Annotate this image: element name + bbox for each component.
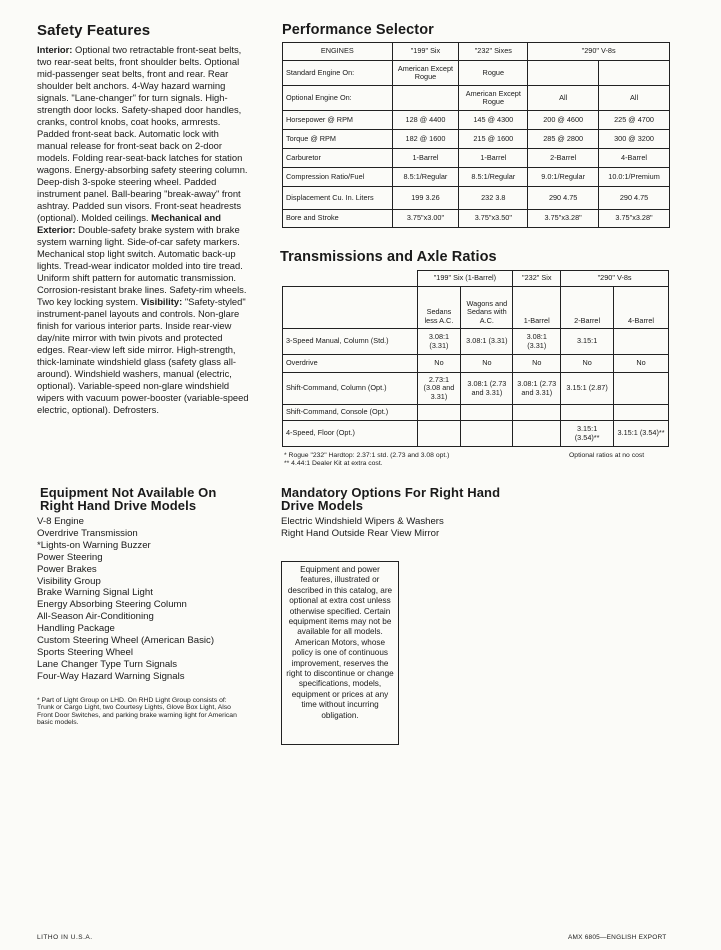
interior-label: Interior:	[37, 44, 73, 55]
trans-footnote-right: Optional ratios at no cost	[569, 452, 645, 459]
interior-text: Optional two retractable front-seat belts, two rear-seat belts, front shoulder belts. Optional mid-passenger seat belts, front and rear. Rear shoulder belt anchors. 4-Way hazard warning signals. "Lane-changer" for turn signals. High-strength door locks. Safety-shaped door handles, cranks, control knobs, coat hooks, armrests. Padded front-seat back. Automatic lock with manual release for front-seat back on 2-door models. Folding rear-seat-back latches for station wagons. Energy-absorbing safety steering column. Deep-dish 3-spoke steering wheel. Padded instrument panel. Ball-bearing "break-away" front ashtray. Padded sun visors. Front-seat headrests (optional). Molded ceilings.	[37, 44, 248, 223]
trans-cell: 3.08:1 (2.73 and 3.31)	[461, 373, 513, 405]
list-item: Energy Absorbing Steering Column	[37, 599, 187, 611]
perf-cell: Rogue	[459, 61, 528, 86]
perf-cell: 10.0:1/Premium	[599, 168, 670, 187]
equipment-section	[37, 487, 257, 727]
perf-row	[283, 111, 670, 130]
list-item: V-8 Engine	[37, 516, 84, 527]
trans-cell	[461, 405, 513, 421]
perf-header-232: "232" Sixes	[459, 43, 528, 61]
perf-row	[283, 86, 670, 111]
performance-table	[282, 42, 670, 228]
trans-group-232: "232" Six	[513, 271, 561, 287]
list-item: All-Season Air-Conditioning	[37, 611, 154, 623]
list-item: Custom Steering Wheel (American Basic)	[37, 635, 215, 647]
perf-cell: 3.75"x3.50"	[459, 210, 528, 228]
list-item: Handling Package	[37, 623, 115, 635]
trans-cell	[417, 405, 461, 421]
transmissions-title: Transmissions and Axle Ratios	[280, 249, 497, 265]
trans-cell: 3.08:1 (3.31)	[417, 329, 461, 355]
mandatory-list	[281, 516, 511, 540]
safety-section	[37, 22, 251, 416]
trans-cell: 3.08:1 (3.31)	[461, 329, 513, 355]
trans-row-label: Shift-Command, Column (Opt.)	[283, 373, 418, 405]
performance-header-row	[283, 43, 670, 61]
trans-sub-header: 2-Barrel	[561, 287, 614, 329]
perf-row-label: Bore and Stroke	[283, 210, 393, 228]
perf-cell: 8.5:1/Regular	[392, 168, 459, 187]
trans-footnote-1: * Rogue "232" Hardtop: 2.37:1 std. (2.73 and 3.08 opt.)	[284, 452, 450, 459]
perf-cell: All	[528, 86, 599, 111]
perf-row-label: Displacement Cu. In. Liters	[283, 187, 393, 210]
perf-row	[283, 149, 670, 168]
perf-row-label: Optional Engine On:	[283, 86, 393, 111]
trans-sub-header: Wagons and Sedans with A.C.	[461, 287, 513, 329]
list-item: Overdrive Transmission	[37, 527, 138, 539]
perf-row-label: Standard Engine On:	[283, 61, 393, 86]
perf-cell: American Except Rogue	[392, 61, 459, 86]
transmissions-table	[282, 270, 669, 447]
list-item: Power Brakes	[37, 563, 97, 575]
perf-cell: 3.75"x3.28"	[599, 210, 670, 228]
mech-label: Mechanical and Exterior:	[37, 212, 221, 235]
perf-row-label: Compression Ratio/Fuel	[283, 168, 393, 187]
trans-cell	[614, 405, 669, 421]
footer-left: LITHO IN U.S.A.	[37, 934, 93, 941]
perf-cell	[599, 61, 670, 86]
perf-row	[283, 61, 670, 86]
perf-row	[283, 210, 670, 228]
perf-header-290: "290" V-8s	[528, 43, 670, 61]
perf-cell: 215 @ 1600	[459, 130, 528, 149]
trans-cell	[614, 373, 669, 405]
trans-group-header-row	[283, 271, 669, 287]
trans-footnotes	[284, 452, 544, 467]
trans-row-label: 3-Speed Manual, Column (Std.)	[283, 329, 418, 355]
footer-right: AMX 6805—ENGLISH EXPORT	[568, 934, 667, 941]
trans-row-label: Shift-Command, Console (Opt.)	[283, 405, 418, 421]
perf-cell: 225 @ 4700	[599, 111, 670, 130]
trans-cell	[417, 421, 461, 447]
trans-row	[283, 355, 669, 373]
perf-row	[283, 187, 670, 210]
list-item: Visibility Group	[37, 575, 101, 587]
trans-row	[283, 421, 669, 447]
performance-title: Performance Selector	[282, 22, 434, 38]
perf-row	[283, 130, 670, 149]
trans-cell: 3.15:1 (3.54)**	[561, 421, 614, 447]
perf-header-199: "199" Six	[392, 43, 459, 61]
trans-sub-header: 4-Barrel	[614, 287, 669, 329]
perf-cell: 200 @ 4600	[528, 111, 599, 130]
visibility-label: Visibility:	[140, 296, 183, 307]
trans-cell	[513, 405, 561, 421]
list-item: Sports Steering Wheel	[37, 646, 133, 658]
safety-title: Safety Features	[37, 22, 151, 39]
perf-row	[283, 168, 670, 187]
mandatory-section	[281, 487, 511, 540]
perf-cell: 128 @ 4400	[392, 111, 459, 130]
trans-sub-header: Sedans less A.C.	[417, 287, 461, 329]
notice-text: Equipment and power features, illustrated or described in this catalog, are optional at extra cost unless otherwise specified. Certain equipment items may not be available for all models. American Motors, whose policy is one of continuous improvement, reserves the right to discontinue or change specifications, models, equipment or prices at any time without incurring obligation.	[286, 565, 394, 720]
trans-cell: No	[614, 355, 669, 373]
perf-cell: 300 @ 3200	[599, 130, 670, 149]
equipment-list	[37, 516, 257, 683]
trans-cell	[614, 329, 669, 355]
trans-cell	[513, 421, 561, 447]
perf-cell: 3.75"x3.28"	[528, 210, 599, 228]
perf-cell: 9.0:1/Regular	[528, 168, 599, 187]
trans-cell: 3.15:1 (3.54)**	[614, 421, 669, 447]
mech-text: Double-safety brake system with brake system warning light. Side-of-car safety markers. Mechanical stop light switch. Automatic back-up lights. Tread-wear indicator molded into tire tread. Uniform shift pattern for automatic transmission. Corrosion-resistant brake lines. Safety-rim wheels. Two key locking system.	[37, 224, 247, 307]
list-item: Lane Changer Type Turn Signals	[37, 658, 178, 670]
trans-cell	[561, 405, 614, 421]
trans-row	[283, 405, 669, 421]
trans-row-label: 4-Speed, Floor (Opt.)	[283, 421, 418, 447]
trans-cell: 3.08:1 (3.31)	[513, 329, 561, 355]
trans-cell: No	[417, 355, 461, 373]
list-item: Power Steering	[37, 551, 103, 563]
trans-row-label: Overdrive	[283, 355, 418, 373]
equipment-title: Equipment Not Available On Right Hand Drive Models	[40, 485, 217, 513]
trans-sub-header: 1-Barrel	[513, 287, 561, 329]
perf-cell: All	[599, 86, 670, 111]
perf-cell: 199 3.26	[392, 187, 459, 210]
trans-cell: No	[513, 355, 561, 373]
trans-sub-header-row	[283, 287, 669, 329]
perf-cell: 3.75"x3.00"	[392, 210, 459, 228]
trans-cell	[461, 421, 513, 447]
perf-cell: 182 @ 1600	[392, 130, 459, 149]
list-item: Four-Way Hazard Warning Signals	[37, 670, 185, 682]
trans-footnote-2: ** 4.44:1 Dealer Kit at extra cost.	[284, 459, 383, 467]
perf-cell: 285 @ 2800	[528, 130, 599, 149]
list-item: Right Hand Outside Rear View Mirror	[281, 527, 440, 539]
perf-cell: 2-Barrel	[528, 149, 599, 168]
perf-cell: 290 4.75	[599, 187, 670, 210]
trans-cell: No	[561, 355, 614, 373]
trans-cell: 3.15:1 (2.87)	[561, 373, 614, 405]
list-item: Electric Windshield Wipers & Washers	[281, 516, 444, 527]
trans-cell: 3.15:1	[561, 329, 614, 355]
perf-cell	[528, 61, 599, 86]
perf-cell: 4-Barrel	[599, 149, 670, 168]
trans-cell: 3.08:1 (2.73 and 3.31)	[513, 373, 561, 405]
perf-cell: American Except Rogue	[459, 86, 528, 111]
trans-cell: No	[461, 355, 513, 373]
perf-header-engines: ENGINES	[283, 43, 393, 61]
perf-cell: 1-Barrel	[392, 149, 459, 168]
list-item: *Lights-on Warning Buzzer	[37, 539, 151, 551]
perf-cell: 8.5:1/Regular	[459, 168, 528, 187]
trans-cell: 2.73:1 (3.08 and 3.31)	[417, 373, 461, 405]
trans-group-290: "290" V-8s	[561, 271, 669, 287]
mandatory-title: Mandatory Options For Right Hand Drive Models	[281, 485, 501, 513]
perf-row-label: Torque @ RPM	[283, 130, 393, 149]
perf-row-label: Horsepower @ RPM	[283, 111, 393, 130]
perf-cell: 145 @ 4300	[459, 111, 528, 130]
safety-text	[37, 44, 251, 416]
perf-cell: 1-Barrel	[459, 149, 528, 168]
trans-row	[283, 329, 669, 355]
perf-cell	[392, 86, 459, 111]
trans-group-199: "199" Six (1-Barrel)	[417, 271, 513, 287]
visibility-text: "Safety-styled" instrument-panel layouts and controls. Non-glare finish for various interior parts. Inside rear-view day/nite mirror with twin pivots and protected edges. Rear-view left side mirror. High-strength, thick-laminate windshield glass (safety glass all-around). Windshield washers, manual (electric, optional). Variable-speed non-glare windshield wipers with vacuum power-booster (variable-speed electric, optional). Defrosters.	[37, 296, 249, 415]
perf-row-label: Carburetor	[283, 149, 393, 168]
perf-cell: 290 4.75	[528, 187, 599, 210]
notice-box	[281, 561, 399, 745]
perf-cell: 232 3.8	[459, 187, 528, 210]
list-item: Brake Warning Signal Light	[37, 587, 153, 599]
trans-row	[283, 373, 669, 405]
equipment-footnote: * Part of Light Group on LHD. On RHD Light Group consists of: Trunk or Cargo Light, two Courtesy Lights, Glove Box Light, Also Front Door Switches, and parking brake warning light for American basic models.	[37, 696, 237, 727]
